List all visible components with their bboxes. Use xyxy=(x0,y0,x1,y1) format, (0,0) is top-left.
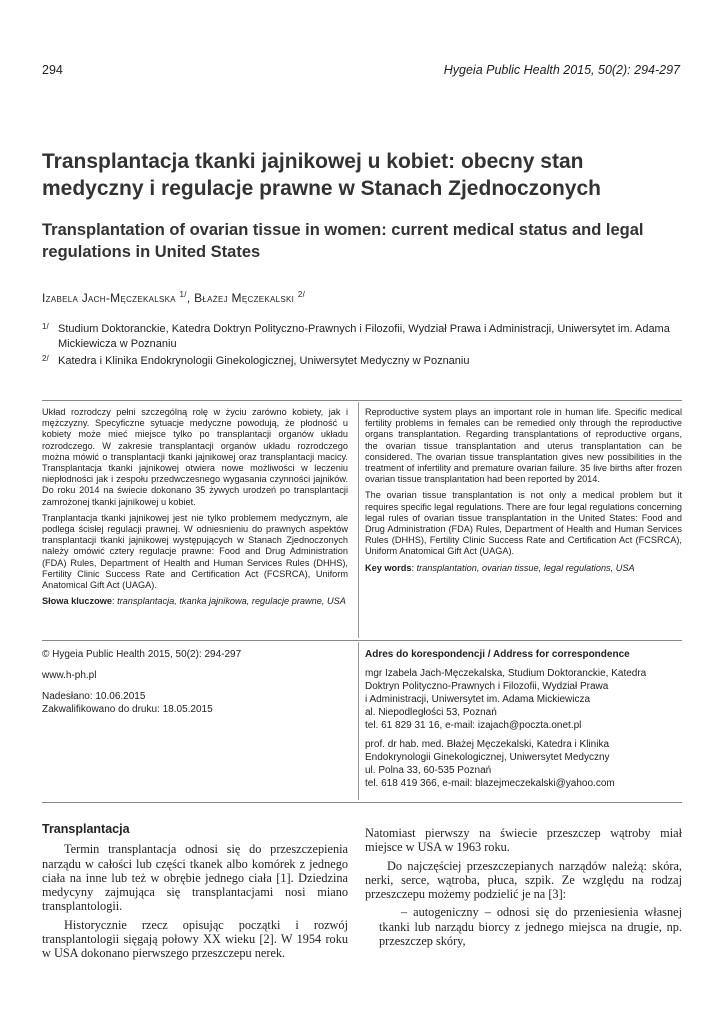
copyright-line: © Hygeia Public Health 2015, 50(2): 294-297 xyxy=(42,649,242,660)
author-separator: , xyxy=(186,291,195,305)
address-line: mgr Izabela Jach-Męczekalska, Studium Doktoranckie, Katedra xyxy=(365,668,647,679)
address-line: i Administracji, Uniwersytet im. Adama Mickiewicza xyxy=(365,694,591,705)
address-line: tel. 61 829 31 16, e-mail: izajach@poczta.onet.pl xyxy=(365,720,582,731)
article-title-english: Transplantation of ovarian tissue in women: current medical status and legal regulations in United States xyxy=(42,221,644,261)
author-affiliation-mark: 2/ xyxy=(297,290,306,299)
correspondence-heading: Adres do korespondencji / Address for correspondence xyxy=(365,649,630,660)
body-paragraph: Termin transplantacja odnosi się do przeszczepienia narządu w całości lub części tkanek albo komórek z jednego ciała na inne lub też w obrębie jednego ciała [1]. Dziedzina medycyny zajmująca się transplantacjami nosi miano transplantologii. xyxy=(42,842,348,914)
abstract-polish xyxy=(42,407,348,612)
article-title-polish: Transplantacja tkanki jajnikowej u kobiet: obecny stan medyczny i regulacje prawne w Stanach Zjednoczonych xyxy=(42,150,601,200)
affiliation-text: Studium Doktoranckie, Katedra Doktryn Polityczno-Prawnych i Filozofii, Wydział Prawa i Administracji, Uniwersytet im. Adama Mickiewicza w Poznaniu xyxy=(58,323,670,350)
body-paragraph: Natomiast pierwszy na świecie przeszczep wątroby miał miejsce w USA w 1963 roku. xyxy=(365,826,682,855)
body-paragraph: Do najczęściej przeszczepianych narządów należą: skóra, nerki, serce, wątroba, płuca, szpik. Ze względu na rodzaj przeszczepu możemy podzielić je na [3]: xyxy=(365,858,682,902)
keywords: Key words: transplantation, ovarian tissue, legal regulations, USA xyxy=(365,562,635,573)
abstract-paragraph: Tranplantacja tkanki jajnikowej jest nie tylko problemem medycznym, ale podlega ścisłej regulacji prawnej. W odniesnieniu do prawnych aspektów transplantacji tkanki jajnikowej występujących w Stanach Zjednoczonych należy omówić cztery regulacje prawne: Food and Drug Administration (FDA) Rules, Department of Health and Human Services Rules (DHHS), Fertility Clinic Success Rate and Certification Act (FCSRCA), Uniform Anatomical Gift Act (UAGA). xyxy=(42,512,348,591)
list-item: – autogeniczny – odnosi się do przeniesienia własnej tkanki lub narządu biorcy z jednego miejsca na drugie, np. przeszczep skóry, xyxy=(379,905,682,949)
correspondence-address xyxy=(365,648,682,790)
section-heading: Transplantacja xyxy=(42,822,130,836)
accepted-date: Zakwalifikowano do druku: 18.05.2015 xyxy=(42,704,213,715)
received-date: Nadesłano: 10.06.2015 xyxy=(42,691,146,702)
body-paragraph: Historycznie rzecz opisując początki i rozwój transplantologii sięgają połowy XX wieku [2]. W 1954 roku w USA dokonano pierwszego przeszczepu nerek. xyxy=(42,917,348,961)
author-name: Błażej Męczekalski xyxy=(194,291,295,305)
address-line: Endokrynologii Ginekologicznej, Uniwersytet Medyczny xyxy=(365,752,610,763)
keywords-label: Słowa kluczowe xyxy=(42,596,112,607)
affiliation xyxy=(42,354,682,369)
abstract-paragraph: The ovarian tissue transplantation is not only a medical problem but it requires specific legal regulations. There are four legal regulations concerning legal rules of ovarian tissue transplantation in the United States: Food and Drug Administration (FDA) Rules, Department of Health and Human Services Rules (DHHS), Fertility Clinic Success Rate and Certification Act (FCSRCA), Uniform Anatomical Gift Act (UAGA). xyxy=(365,490,682,557)
metadata-column-divider xyxy=(358,642,359,800)
affiliation-number: 2/ xyxy=(42,354,49,363)
address-line: tel. 618 419 366, e-mail: blazejmeczekalski@yahoo.com xyxy=(365,778,615,789)
publication-info xyxy=(42,648,342,716)
metadata-top-rule xyxy=(42,640,682,641)
page-number: 294 xyxy=(42,63,63,77)
body-left-column xyxy=(42,822,348,965)
author-name: Izabela Jach-Męczekalska xyxy=(42,291,176,305)
address-line: prof. dr hab. med. Błażej Męczekalski, Katedra i Klinika xyxy=(365,739,609,750)
address-line: al. Niepodległości 53, Poznań xyxy=(365,707,497,718)
affiliation xyxy=(42,322,682,351)
keywords-value: transplantacja, tkanka jajnikowa, regulacje prawne, USA xyxy=(117,596,346,607)
affiliation-number: 1/ xyxy=(42,322,49,331)
author-affiliation-mark: 1/ xyxy=(179,290,187,299)
keywords-label: Key words xyxy=(365,562,412,573)
abstract-paragraph: Układ rozrodczy pełni szczególną rolę w życiu zarówno kobiety, jak i mężczyzny. Specyficzne sytuacje medyczne powodują, że płodność u kobiety może mieć miejsce tylko po transplantacji organów układu rozrodczego. W zakresie transplantacji organów układu rozrodczego można mówić o transplantacji tkanki jajnikowej oraz transplantacji macicy. Transplantacja tkanki jajnikowej otwiera nowe możliwości w leczeniu niepłodności jak i zespołu przedwczesnego wygasania czynności jajników. Do roku 2014 na świecie dokonano 35 żywych urodzeń po transplantacji zamrożonej tkanki jajnikowej u kobiet. xyxy=(42,407,348,507)
abstract-paragraph: Reproductive system plays an important role in human life. Specific medical fertility problems in females can be remedied only through the reproductive organs transplantation. Regarding transplantations of reproductive organs, the ovarian tissue transplantation and uterus transplantation can be considered. The ovarian tissue transplantation gives new possibilities in the treatment of infertility and premature ovarian failure. 35 live births after frozen ovarian tissue transplantation had been reported by 2014. xyxy=(365,407,682,485)
body-right-column xyxy=(365,826,682,952)
keywords: Słowa kluczowe: transplantacja, tkanka jajnikowa, regulacje prawne, USA xyxy=(42,596,346,607)
author-list xyxy=(42,290,305,305)
abstract-column-divider xyxy=(358,402,359,638)
address-line: Doktryn Polityczno-Prawnych i Filozofii, Wydział Prawa xyxy=(365,681,609,692)
affiliation-text: Katedra i Klinika Endokrynologii Ginekologicznej, Uniwersytet Medyczny w Poznaniu xyxy=(58,355,470,367)
journal-citation: Hygeia Public Health 2015, 50(2): 294-297 xyxy=(443,63,680,77)
abstract-top-rule xyxy=(42,400,682,401)
journal-website: www.h-ph.pl xyxy=(42,670,97,681)
abstract-english xyxy=(365,407,682,579)
body-top-rule xyxy=(42,802,682,803)
address-line: ul. Polna 33, 60-535 Poznań xyxy=(365,765,492,776)
keywords-value: transplantation, ovarian tissue, legal regulations, USA xyxy=(416,562,635,573)
